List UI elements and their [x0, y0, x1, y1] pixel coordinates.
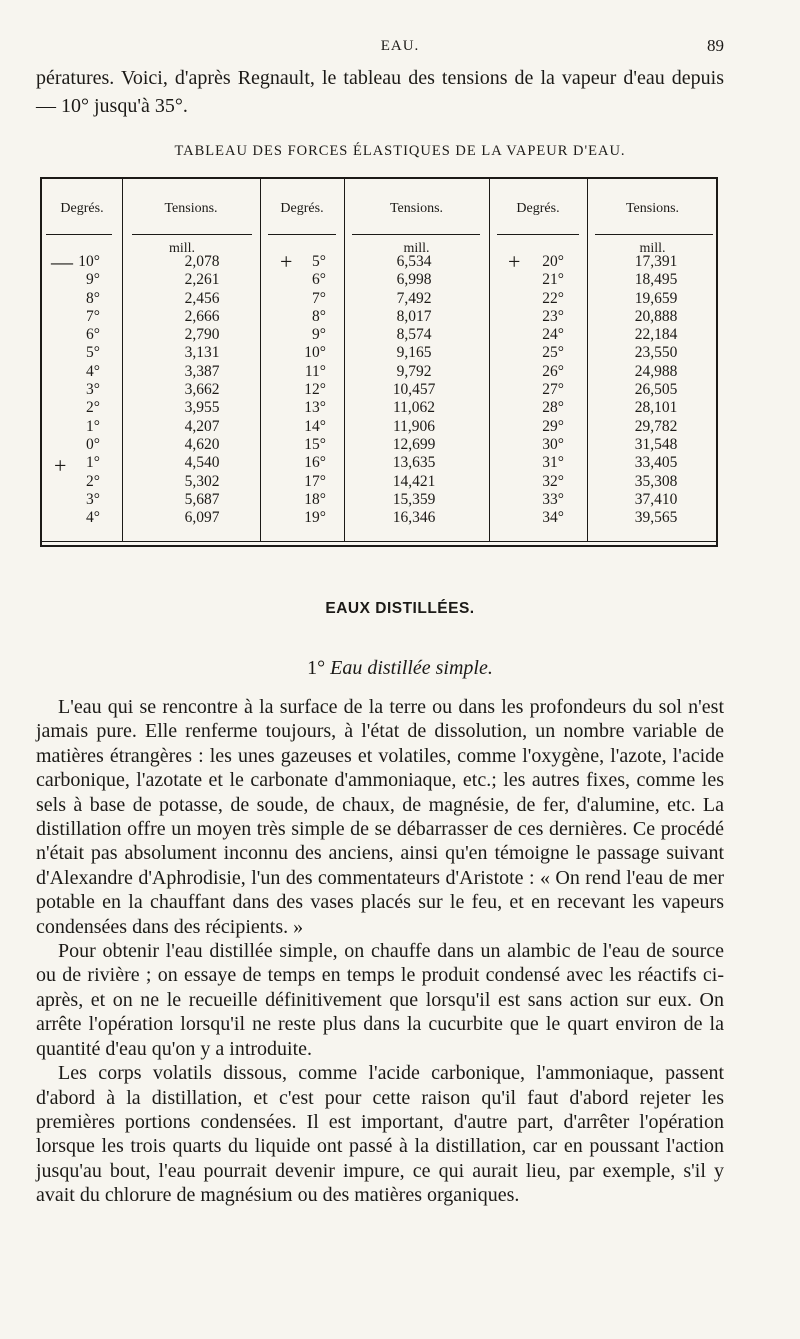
header-degres-3: Degrés. [516, 201, 560, 216]
tension-cell: 2,456 [184, 289, 220, 307]
header-degres-1: Degrés. [60, 201, 104, 216]
degree-cell: 31° [542, 454, 564, 472]
degree-cell: 3° [86, 490, 100, 508]
degree-cell: 16° [304, 454, 326, 472]
tension-cell: 14,421 [392, 472, 436, 490]
degree-cell: 11° [304, 362, 326, 380]
degree-cell: 18° [304, 490, 326, 508]
tension-cell: 24,988 [634, 362, 678, 380]
tension-cell: 2,790 [184, 326, 220, 344]
tension-cell: 6,097 [184, 509, 220, 527]
degree-cell: 5° [86, 344, 100, 362]
header-tensions-1: Tensions. [164, 201, 218, 216]
degree-cell: 4° [86, 509, 100, 527]
tension-cell: 33,405 [634, 454, 678, 472]
degree-cell: 12° [304, 381, 326, 399]
tension-cell: 16,346 [392, 509, 436, 527]
tension-cell: 4,620 [184, 435, 220, 453]
degree-cell: 0° [86, 435, 100, 453]
tension-cell: 9,165 [396, 344, 432, 362]
degree-cell: 1° [86, 454, 100, 472]
tension-cell: 4,540 [184, 454, 220, 472]
degree-cell: 27° [542, 381, 564, 399]
tension-cell: 9,792 [396, 362, 432, 380]
tension-cell: 11,062 [392, 399, 436, 417]
header-degres-2: Degrés. [280, 201, 324, 216]
paragraph: Les corps volatils dissous, comme l'acide carbonique, l'ammoniaque, passent d'abord à la distillation, et c'est pour cette raison qu'il faut d'abord rejeter les premières portions condensées. Il est important, d'autre part, d'arrêter l'opération lorsque les trois quarts du liquide ont passé à la distillation, car en poussant l'action jusqu'au bout, l'eau pourrait devenir impure, ce qui aurait lieu, par exemple, s'il y avait du chlorure de magnésium ou des matières organiques. [36, 1062, 724, 1207]
degree-cell: 13° [304, 399, 326, 417]
paragraph: Pour obtenir l'eau distillée simple, on chauffe dans un alambic de l'eau de source ou de rivière ; on essaye de temps en temps le produit condensé avec les réactifs ci-après, et on ne le recueille définitivement que lorsqu'il est sans action sur eux. On arrête l'opération lorsqu'il ne reste plus dans la cucurbite que le quart environ de la quantité d'eau qu'on y a introduite. [36, 940, 724, 1060]
tension-cell: 3,955 [184, 399, 220, 417]
tension-cell: 26,505 [634, 381, 678, 399]
tension-cell: 20,888 [634, 307, 678, 325]
header-tensions-2: Tensions. [389, 201, 444, 216]
degree-cell: 22° [542, 289, 564, 307]
degree-cell: 25° [542, 344, 564, 362]
degree-cell: 30° [542, 435, 564, 453]
tension-cell: 15,359 [392, 490, 436, 508]
degree-cell: 2° [86, 472, 100, 490]
tension-cell: 31,548 [634, 435, 678, 453]
tension-cell: 6,534 [396, 253, 432, 270]
degree-cell: 26° [542, 362, 564, 380]
degree-cell: 10° [78, 253, 100, 270]
tension-cell: 4,207 [184, 417, 220, 435]
tension-cell: 2,261 [184, 271, 220, 289]
degree-cell: 28° [542, 399, 564, 417]
degree-cell: 34° [542, 509, 564, 527]
unit-label-2: mill. [403, 241, 430, 256]
degree-cell: 24° [542, 326, 564, 344]
degree-cell: 19° [304, 509, 326, 527]
tension-cell: 35,308 [634, 472, 678, 490]
body-text [36, 695, 724, 1208]
tension-cell: 22,184 [634, 326, 678, 344]
degrees-column-3 [524, 253, 564, 527]
degree-cell: 7° [86, 307, 100, 325]
degree-cell: 29° [542, 417, 564, 435]
column-divider [587, 179, 588, 541]
column-divider [489, 179, 490, 541]
subsection-number: 1° [307, 657, 326, 679]
plus-sign-1: + [54, 453, 67, 478]
subsection-title: Eau distillée simple. [330, 657, 493, 679]
column-divider [122, 179, 123, 541]
column-divider [260, 179, 261, 541]
degree-cell: 6° [86, 326, 100, 344]
tension-cell: 6,998 [396, 271, 432, 289]
degree-cell: 5° [312, 253, 326, 270]
degrees-column-1 [62, 253, 100, 527]
tensions-column-3 [620, 253, 692, 527]
degree-cell: 9° [86, 271, 100, 289]
minus-sign: — [51, 249, 73, 274]
degree-cell: 2° [86, 399, 100, 417]
plus-sign-3: + [508, 249, 521, 274]
degree-cell: 3° [86, 381, 100, 399]
tension-cell: 5,687 [184, 490, 220, 508]
tension-cell: 10,457 [392, 381, 436, 399]
degree-cell: 9° [312, 326, 326, 344]
degree-cell: 10° [304, 344, 326, 362]
degree-cell: 8° [86, 289, 100, 307]
running-head [0, 34, 800, 58]
tension-cell: 23,550 [634, 344, 678, 362]
section-title: EAUX DISTILLÉES. [325, 600, 475, 617]
tension-cell: 12,699 [392, 435, 436, 453]
degree-cell: 23° [542, 307, 564, 325]
column-divider [344, 179, 345, 541]
tension-cell: 13,635 [392, 454, 436, 472]
paragraph: L'eau qui se rencontre à la surface de la terre ou dans les profondeurs du sol n'est jamais pure. Elle renferme toujours, à l'état de dissolution, un nombre variable de matières étrangères : les unes gazeuses et volatiles, comme l'oxygène, l'azote, l'acide carbonique, l'azotate et le carbonate d'ammoniaque, etc.; les autres fixes, comme les sels à base de potasse, de soude, de chaux, de magnésie, de fer, d'alumine, etc. La distillation offre un moyen très simple de se débarrasser de ces dernières. Ce procédé n'était pas absolument inconnu des anciens, ainsi qu'en témoigne le passage suivant d'Alexandre d'Aphrodisie, l'un des commentateurs d'Aristote : « On rend l'eau de mer potable en la chauffant dans des vases placés sur le feu, et en recevant les vapeurs condensées dans des récipients. » [36, 696, 724, 938]
plus-sign-2: + [280, 249, 293, 274]
tension-cell: 7,492 [396, 289, 432, 307]
tensions-column-1 [172, 253, 232, 527]
tension-cell: 28,101 [634, 399, 678, 417]
degree-cell: 4° [86, 362, 100, 380]
degree-cell: 1° [86, 417, 100, 435]
tension-cell: 11,906 [392, 417, 436, 435]
tension-cell: 3,131 [184, 344, 220, 362]
degree-cell: 33° [542, 490, 564, 508]
page-number: 89 [707, 36, 724, 55]
degree-cell: 17° [304, 472, 326, 490]
table-caption: TABLEAU DES FORCES ÉLASTIQUES DE LA VAPEUR D'EAU. [174, 143, 626, 159]
vapor-tension-table [40, 177, 718, 547]
tension-cell: 2,666 [184, 307, 220, 325]
running-title: EAU. [380, 38, 420, 54]
tension-cell: 18,495 [634, 271, 678, 289]
tension-cell: 19,659 [634, 289, 678, 307]
degree-cell: 21° [542, 271, 564, 289]
degree-cell: 15° [304, 435, 326, 453]
tension-cell: 29,782 [634, 417, 678, 435]
degree-cell: 7° [312, 289, 326, 307]
tension-cell: 8,574 [396, 326, 432, 344]
degree-cell: 8° [312, 307, 326, 325]
tension-cell: 5,302 [184, 472, 220, 490]
tension-cell: 8,017 [396, 307, 432, 325]
degree-cell: 14° [304, 417, 326, 435]
subsection-heading [0, 657, 800, 680]
degrees-column-2 [286, 253, 326, 527]
unit-label-1: mill. [168, 241, 196, 256]
unit-label-3: mill. [639, 241, 666, 256]
degree-cell: 32° [542, 472, 564, 490]
degree-cell: 20° [542, 253, 564, 270]
tension-cell: 39,565 [634, 509, 678, 527]
tension-cell: 3,387 [184, 362, 220, 380]
intro-paragraph: pératures. Voici, d'après Regnault, le tableau des tensions de la vapeur d'eau depuis — 10° jusqu'à 35°. [36, 67, 724, 117]
header-tensions-3: Tensions. [625, 201, 680, 216]
tension-cell: 2,078 [184, 253, 220, 270]
tension-cell: 3,662 [184, 381, 220, 399]
tensions-column-2 [378, 253, 450, 527]
degree-cell: 6° [312, 271, 326, 289]
tension-cell: 37,410 [634, 490, 678, 508]
tension-cell: 17,391 [634, 253, 678, 270]
